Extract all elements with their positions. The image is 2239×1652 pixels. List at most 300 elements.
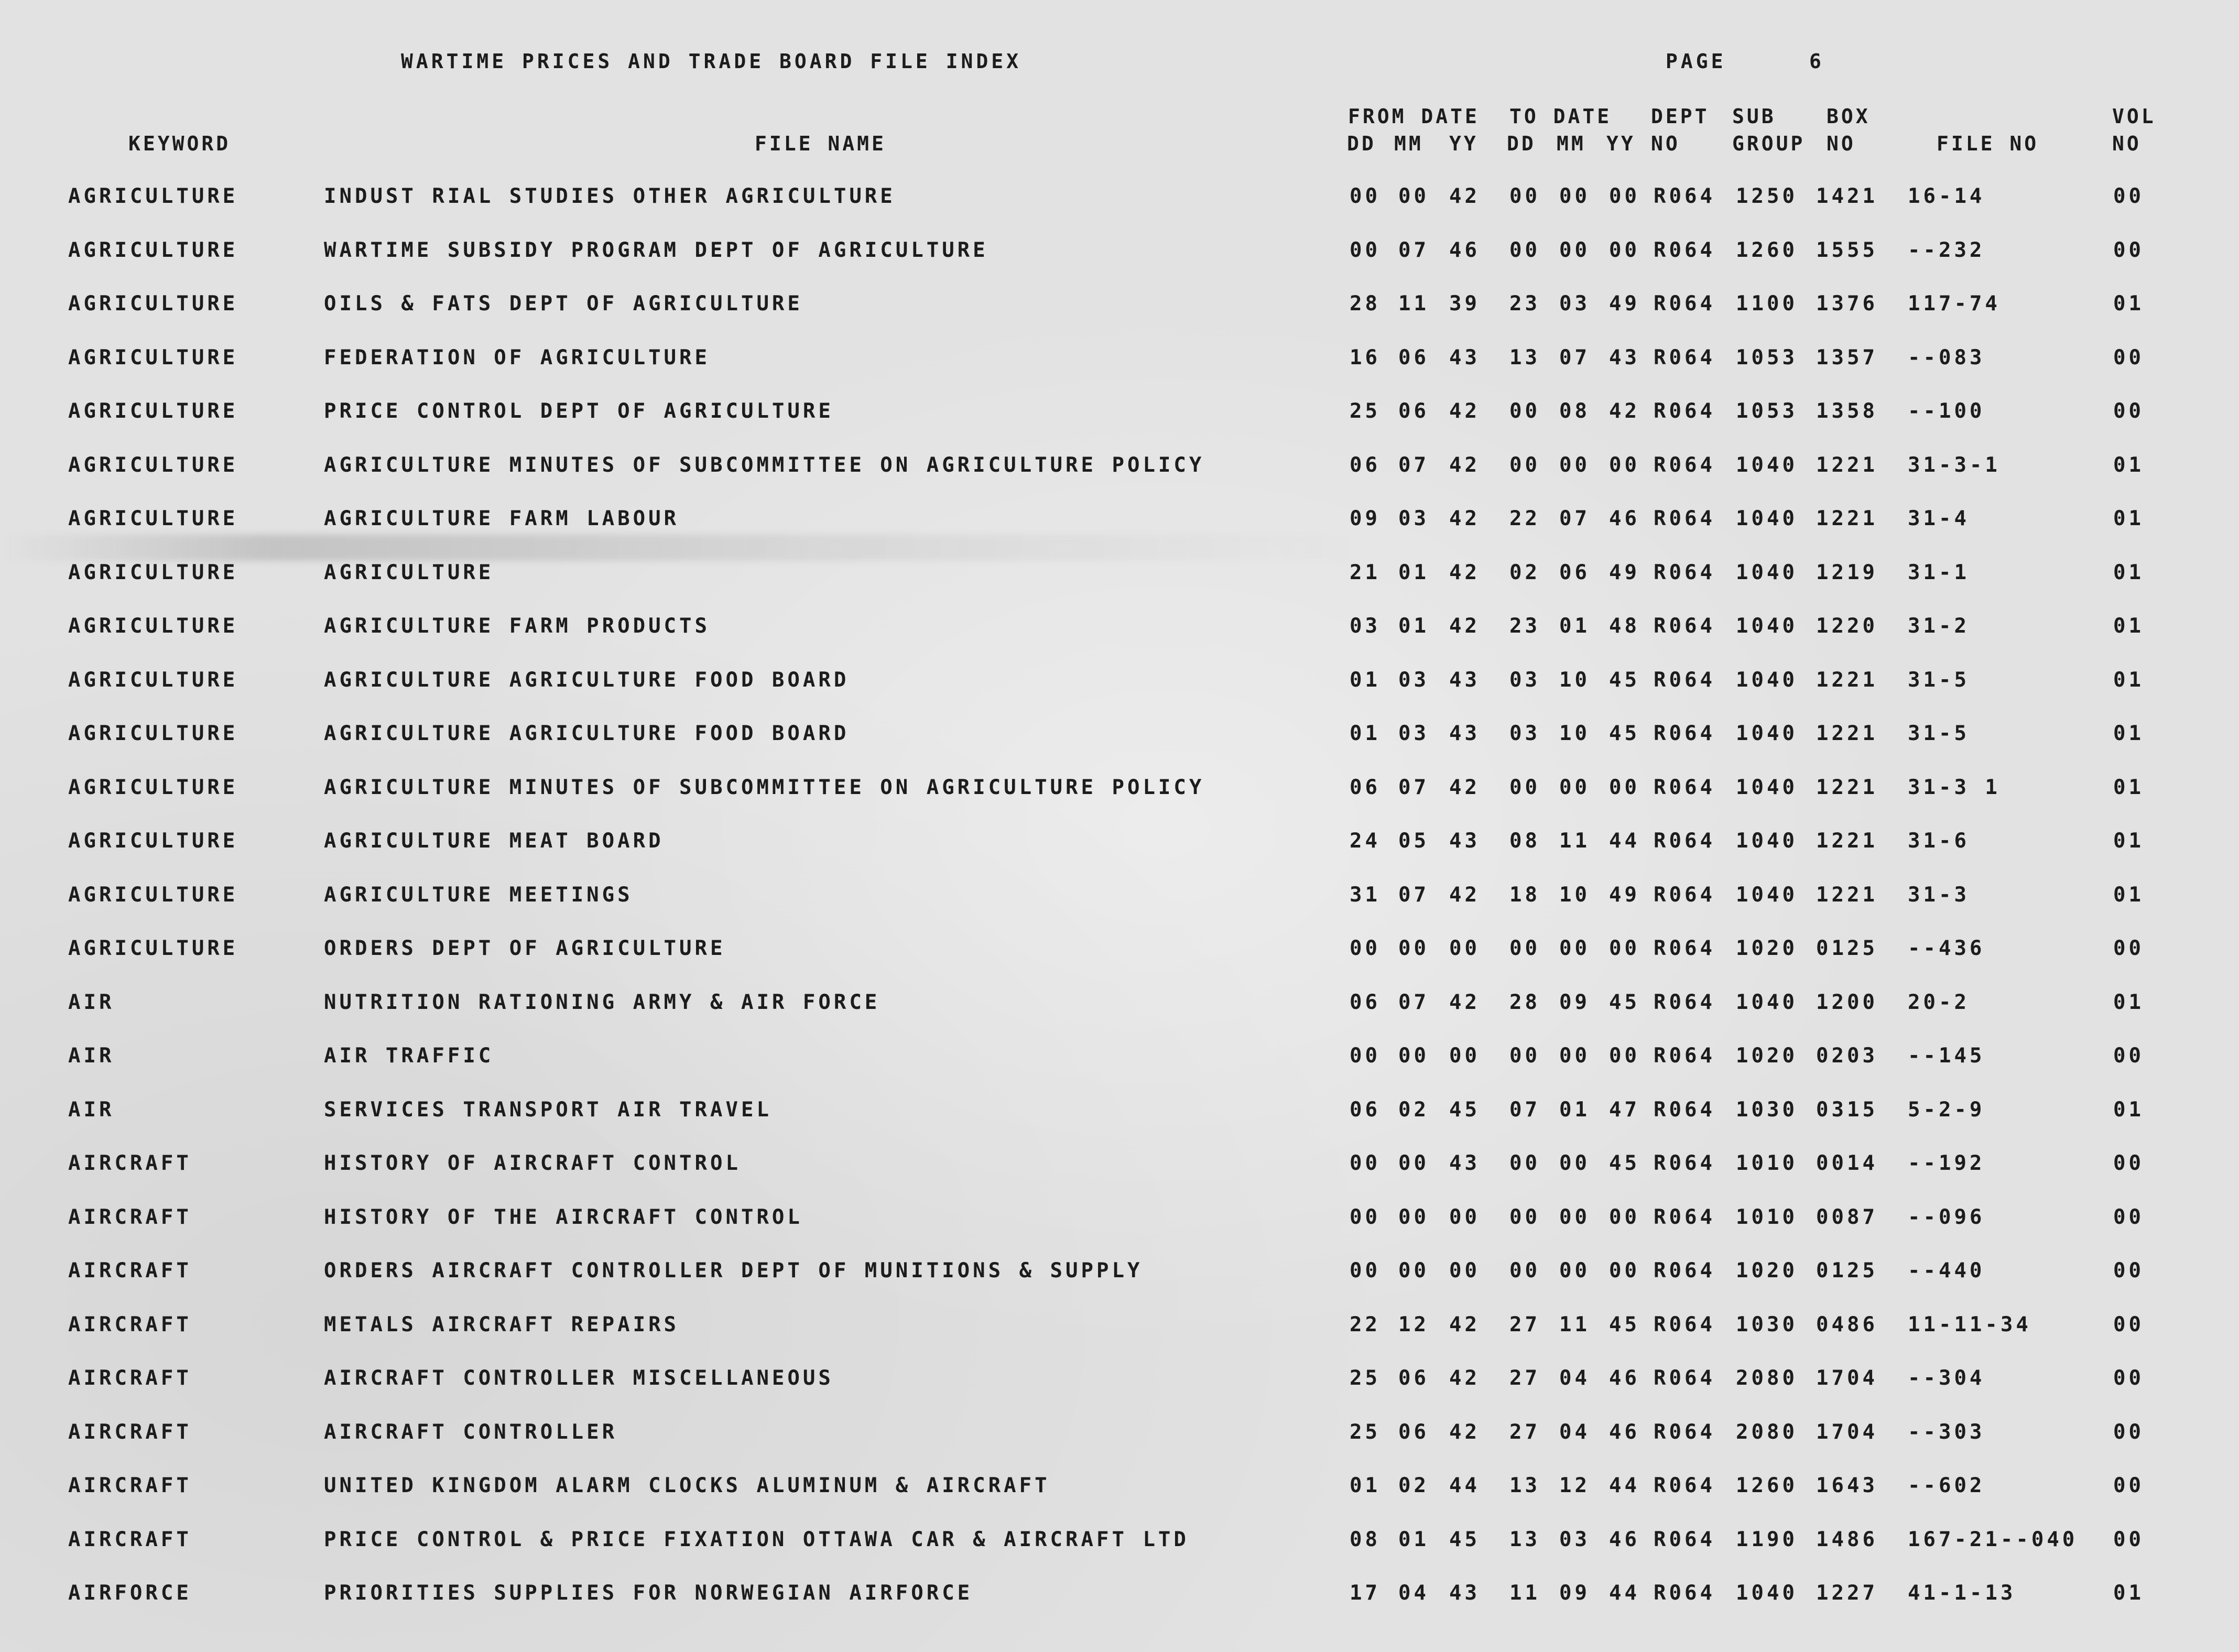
- vol-cell: 00: [2113, 1044, 2144, 1068]
- from-dd-cell: 00: [1350, 184, 1381, 208]
- sub-group-cell: 1250: [1736, 184, 1798, 208]
- to-dd-cell: 23: [1509, 292, 1540, 316]
- from-dd-cell: 31: [1350, 883, 1381, 907]
- box-cell: 1219: [1816, 561, 1878, 584]
- from-yy-cell: 42: [1449, 1366, 1480, 1390]
- to-dd-cell: 28: [1509, 991, 1540, 1014]
- from-dd-cell: 24: [1350, 829, 1381, 853]
- table-row: [0, 1151, 2239, 1183]
- box-cell: 1221: [1816, 776, 1878, 799]
- from-yy-cell: 43: [1449, 722, 1480, 745]
- to-mm-cell: 04: [1559, 1366, 1590, 1390]
- file-no-cell: 31-1: [1908, 561, 1970, 584]
- vol-cell: 00: [2113, 1151, 2144, 1175]
- table-row: [0, 453, 2239, 485]
- file-name-cell: AIRCRAFT CONTROLLER MISCELLANEOUS: [324, 1366, 834, 1390]
- keyword-cell: AGRICULTURE: [68, 453, 238, 477]
- file-name-cell: AGRICULTURE FARM LABOUR: [324, 507, 680, 530]
- header-file-no: FILE NO: [1937, 132, 2039, 155]
- sub-group-cell: 1040: [1736, 614, 1798, 638]
- from-yy-cell: 43: [1449, 346, 1480, 369]
- vol-cell: 01: [2113, 614, 2144, 638]
- to-mm-cell: 03: [1559, 292, 1590, 316]
- file-no-cell: --145: [1908, 1044, 1985, 1068]
- from-dd-cell: 08: [1350, 1528, 1381, 1551]
- page-label: PAGE: [1666, 50, 1726, 73]
- vol-cell: 00: [2113, 1420, 2144, 1444]
- to-yy-cell: 43: [1609, 346, 1640, 369]
- keyword-cell: AIRCRAFT: [68, 1259, 192, 1283]
- table-row: [0, 561, 2239, 592]
- to-yy-cell: 44: [1609, 1474, 1640, 1497]
- to-mm-cell: 00: [1559, 1259, 1590, 1283]
- sub-group-cell: 1020: [1736, 1259, 1798, 1283]
- to-mm-cell: 00: [1559, 238, 1590, 262]
- to-yy-cell: 45: [1609, 668, 1640, 692]
- file-no-cell: 31-3: [1908, 883, 1970, 907]
- box-cell: 1486: [1816, 1528, 1878, 1551]
- sub-group-cell: 1260: [1736, 1474, 1798, 1497]
- to-yy-cell: 00: [1609, 776, 1640, 799]
- to-yy-cell: 46: [1609, 507, 1640, 530]
- from-dd-cell: 28: [1350, 292, 1381, 316]
- file-no-cell: --096: [1908, 1205, 1985, 1229]
- to-yy-cell: 00: [1609, 238, 1640, 262]
- sub-group-cell: 1020: [1736, 937, 1798, 960]
- file-no-cell: 31-5: [1908, 668, 1970, 692]
- to-dd-cell: 03: [1509, 722, 1540, 745]
- from-yy-cell: 43: [1449, 1581, 1480, 1605]
- to-mm-cell: 10: [1559, 883, 1590, 907]
- keyword-cell: AIRCRAFT: [68, 1528, 192, 1551]
- from-yy-cell: 45: [1449, 1098, 1480, 1122]
- table-row: [0, 507, 2239, 538]
- to-mm-cell: 07: [1559, 507, 1590, 530]
- to-dd-cell: 00: [1509, 399, 1540, 423]
- table-row: [0, 1474, 2239, 1505]
- from-mm-cell: 02: [1398, 1098, 1429, 1122]
- file-no-cell: --440: [1908, 1259, 1985, 1283]
- from-mm-cell: 11: [1398, 292, 1429, 316]
- header-dept-no: NO: [1651, 132, 1680, 155]
- box-cell: 0203: [1816, 1044, 1878, 1068]
- sub-group-cell: 1010: [1736, 1151, 1798, 1175]
- from-yy-cell: 45: [1449, 1528, 1480, 1551]
- from-yy-cell: 42: [1449, 453, 1480, 477]
- from-dd-cell: 03: [1350, 614, 1381, 638]
- box-cell: 1221: [1816, 507, 1878, 530]
- to-dd-cell: 00: [1509, 1259, 1540, 1283]
- to-mm-cell: 10: [1559, 722, 1590, 745]
- header-to-mm: MM: [1557, 132, 1586, 155]
- file-no-cell: 20-2: [1908, 991, 1970, 1014]
- vol-cell: 01: [2113, 829, 2144, 853]
- dept-cell: R064: [1654, 991, 1715, 1014]
- from-yy-cell: 00: [1449, 937, 1480, 960]
- keyword-cell: AIR: [68, 1044, 115, 1068]
- keyword-cell: AGRICULTURE: [68, 346, 238, 369]
- from-mm-cell: 05: [1398, 829, 1429, 853]
- vol-cell: 01: [2113, 722, 2144, 745]
- from-mm-cell: 07: [1398, 453, 1429, 477]
- from-mm-cell: 06: [1398, 399, 1429, 423]
- box-cell: 0087: [1816, 1205, 1878, 1229]
- table-row: [0, 346, 2239, 377]
- to-dd-cell: 13: [1509, 346, 1540, 369]
- file-name-cell: AGRICULTURE FARM PRODUCTS: [324, 614, 710, 638]
- dept-cell: R064: [1654, 399, 1715, 423]
- file-no-cell: 31-2: [1908, 614, 1970, 638]
- to-yy-cell: 45: [1609, 991, 1640, 1014]
- keyword-cell: AGRICULTURE: [68, 883, 238, 907]
- dept-cell: R064: [1654, 1366, 1715, 1390]
- film-smudge: [0, 535, 1363, 561]
- file-no-cell: 11-11-34: [1908, 1313, 2031, 1336]
- vol-cell: 01: [2113, 991, 2144, 1014]
- keyword-cell: AGRICULTURE: [68, 937, 238, 960]
- dept-cell: R064: [1654, 561, 1715, 584]
- from-mm-cell: 00: [1398, 1044, 1429, 1068]
- table-row: [0, 1420, 2239, 1452]
- from-yy-cell: 42: [1449, 1313, 1480, 1336]
- sub-group-cell: 1100: [1736, 292, 1798, 316]
- header-box-no: NO: [1827, 132, 1856, 155]
- keyword-cell: AIR: [68, 1098, 115, 1122]
- from-yy-cell: 42: [1449, 776, 1480, 799]
- to-yy-cell: 48: [1609, 614, 1640, 638]
- file-name-cell: AGRICULTURE MEAT BOARD: [324, 829, 664, 853]
- to-dd-cell: 00: [1509, 1044, 1540, 1068]
- sub-group-cell: 2080: [1736, 1420, 1798, 1444]
- box-cell: 1221: [1816, 668, 1878, 692]
- to-mm-cell: 08: [1559, 399, 1590, 423]
- box-cell: 1421: [1816, 184, 1878, 208]
- sub-group-cell: 1053: [1736, 399, 1798, 423]
- from-dd-cell: 16: [1350, 346, 1381, 369]
- vol-cell: 01: [2113, 507, 2144, 530]
- to-mm-cell: 11: [1559, 829, 1590, 853]
- vol-cell: 00: [2113, 1205, 2144, 1229]
- to-yy-cell: 00: [1609, 937, 1640, 960]
- page-number: 6: [1809, 50, 1821, 73]
- box-cell: 1704: [1816, 1420, 1878, 1444]
- to-dd-cell: 02: [1509, 561, 1540, 584]
- table-row: [0, 829, 2239, 861]
- dept-cell: R064: [1654, 1205, 1715, 1229]
- from-mm-cell: 06: [1398, 1420, 1429, 1444]
- to-dd-cell: 08: [1509, 829, 1540, 853]
- to-dd-cell: 18: [1509, 883, 1540, 907]
- header-to-dd: DD: [1507, 132, 1536, 155]
- sub-group-cell: 1040: [1736, 883, 1798, 907]
- header-dept: DEPT: [1651, 105, 1710, 128]
- file-no-cell: --602: [1908, 1474, 1985, 1497]
- to-dd-cell: 23: [1509, 614, 1540, 638]
- from-dd-cell: 22: [1350, 1313, 1381, 1336]
- dept-cell: R064: [1654, 1313, 1715, 1336]
- to-yy-cell: 00: [1609, 1205, 1640, 1229]
- file-name-cell: ORDERS DEPT OF AGRICULTURE: [324, 937, 726, 960]
- vol-cell: 01: [2113, 1581, 2144, 1605]
- keyword-cell: AGRICULTURE: [68, 722, 238, 745]
- vol-cell: 00: [2113, 346, 2144, 369]
- file-no-cell: 31-3-1: [1908, 453, 2001, 477]
- file-no-cell: --083: [1908, 346, 1985, 369]
- to-dd-cell: 00: [1509, 184, 1540, 208]
- box-cell: 0125: [1816, 1259, 1878, 1283]
- from-mm-cell: 00: [1398, 1259, 1429, 1283]
- keyword-cell: AGRICULTURE: [68, 507, 238, 530]
- keyword-cell: AGRICULTURE: [68, 292, 238, 316]
- header-vol-no: NO: [2112, 132, 2142, 155]
- from-mm-cell: 03: [1398, 507, 1429, 530]
- to-dd-cell: 11: [1509, 1581, 1540, 1605]
- dept-cell: R064: [1654, 1474, 1715, 1497]
- box-cell: 1227: [1816, 1581, 1878, 1605]
- from-mm-cell: 06: [1398, 346, 1429, 369]
- header-box: BOX: [1827, 105, 1871, 128]
- from-mm-cell: 01: [1398, 1528, 1429, 1551]
- from-dd-cell: 06: [1350, 991, 1381, 1014]
- file-name-cell: INDUST RIAL STUDIES OTHER AGRICULTURE: [324, 184, 896, 208]
- table-row: [0, 722, 2239, 753]
- box-cell: 1358: [1816, 399, 1878, 423]
- box-cell: 1221: [1816, 883, 1878, 907]
- to-yy-cell: 49: [1609, 883, 1640, 907]
- table-row: [0, 1259, 2239, 1290]
- from-yy-cell: 42: [1449, 883, 1480, 907]
- file-name-cell: OILS & FATS DEPT OF AGRICULTURE: [324, 292, 803, 316]
- file-name-cell: WARTIME SUBSIDY PROGRAM DEPT OF AGRICULTURE: [324, 238, 988, 262]
- from-dd-cell: 25: [1350, 1366, 1381, 1390]
- dept-cell: R064: [1654, 507, 1715, 530]
- file-no-cell: 31-3 1: [1908, 776, 2001, 799]
- sub-group-cell: 1010: [1736, 1205, 1798, 1229]
- sub-group-cell: 1040: [1736, 722, 1798, 745]
- dept-cell: R064: [1654, 1259, 1715, 1283]
- dept-cell: R064: [1654, 722, 1715, 745]
- from-yy-cell: 42: [1449, 399, 1480, 423]
- header-keyword: KEYWORD: [128, 132, 231, 155]
- from-mm-cell: 00: [1398, 1205, 1429, 1229]
- from-mm-cell: 06: [1398, 1366, 1429, 1390]
- sub-group-cell: 1040: [1736, 561, 1798, 584]
- from-dd-cell: 17: [1350, 1581, 1381, 1605]
- file-no-cell: --436: [1908, 937, 1985, 960]
- keyword-cell: AIRCRAFT: [68, 1420, 192, 1444]
- file-no-cell: 5-2-9: [1908, 1098, 1985, 1122]
- from-mm-cell: 03: [1398, 668, 1429, 692]
- dept-cell: R064: [1654, 1098, 1715, 1122]
- from-yy-cell: 42: [1449, 184, 1480, 208]
- sub-group-cell: 1040: [1736, 1581, 1798, 1605]
- from-mm-cell: 01: [1398, 614, 1429, 638]
- dept-cell: R064: [1654, 238, 1715, 262]
- file-name-cell: AGRICULTURE MINUTES OF SUBCOMMITTEE ON AGRICULTURE POLICY: [324, 776, 1205, 799]
- to-mm-cell: 07: [1559, 346, 1590, 369]
- box-cell: 1221: [1816, 453, 1878, 477]
- to-yy-cell: 47: [1609, 1098, 1640, 1122]
- dept-cell: R064: [1654, 292, 1715, 316]
- to-mm-cell: 03: [1559, 1528, 1590, 1551]
- from-mm-cell: 12: [1398, 1313, 1429, 1336]
- sub-group-cell: 1030: [1736, 1098, 1798, 1122]
- to-dd-cell: 00: [1509, 1151, 1540, 1175]
- to-yy-cell: 44: [1609, 1581, 1640, 1605]
- table-row: [0, 184, 2239, 216]
- dept-cell: R064: [1654, 184, 1715, 208]
- file-name-cell: SERVICES TRANSPORT AIR TRAVEL: [324, 1098, 772, 1122]
- sub-group-cell: 1040: [1736, 829, 1798, 853]
- file-name-cell: NUTRITION RATIONING ARMY & AIR FORCE: [324, 991, 881, 1014]
- from-dd-cell: 00: [1350, 1205, 1381, 1229]
- file-no-cell: 31-6: [1908, 829, 1970, 853]
- vol-cell: 01: [2113, 453, 2144, 477]
- keyword-cell: AIRCRAFT: [68, 1366, 192, 1390]
- vol-cell: 00: [2113, 1259, 2144, 1283]
- header-sub-group: GROUP: [1732, 132, 1806, 155]
- table-row: [0, 1044, 2239, 1075]
- to-yy-cell: 49: [1609, 561, 1640, 584]
- dept-cell: R064: [1654, 614, 1715, 638]
- box-cell: 1704: [1816, 1366, 1878, 1390]
- from-dd-cell: 06: [1350, 776, 1381, 799]
- vol-cell: 00: [2113, 1474, 2144, 1497]
- file-no-cell: --100: [1908, 399, 1985, 423]
- vol-cell: 01: [2113, 292, 2144, 316]
- to-dd-cell: 00: [1509, 453, 1540, 477]
- to-mm-cell: 12: [1559, 1474, 1590, 1497]
- from-yy-cell: 00: [1449, 1205, 1480, 1229]
- box-cell: 0486: [1816, 1313, 1878, 1336]
- to-dd-cell: 00: [1509, 937, 1540, 960]
- dept-cell: R064: [1654, 453, 1715, 477]
- from-dd-cell: 01: [1350, 1474, 1381, 1497]
- from-mm-cell: 00: [1398, 937, 1429, 960]
- header-to-date: TO DATE: [1509, 105, 1612, 128]
- to-mm-cell: 00: [1559, 776, 1590, 799]
- vol-cell: 01: [2113, 668, 2144, 692]
- from-dd-cell: 00: [1350, 1151, 1381, 1175]
- vol-cell: 00: [2113, 1366, 2144, 1390]
- keyword-cell: AIRFORCE: [68, 1581, 192, 1605]
- sub-group-cell: 1190: [1736, 1528, 1798, 1551]
- file-name-cell: AGRICULTURE: [324, 561, 494, 584]
- table-row: [0, 1528, 2239, 1559]
- to-yy-cell: 45: [1609, 722, 1640, 745]
- table-row: [0, 1313, 2239, 1344]
- from-mm-cell: 07: [1398, 238, 1429, 262]
- from-yy-cell: 42: [1449, 614, 1480, 638]
- box-cell: 1200: [1816, 991, 1878, 1014]
- keyword-cell: AGRICULTURE: [68, 829, 238, 853]
- file-name-cell: AGRICULTURE AGRICULTURE FOOD BOARD: [324, 722, 850, 745]
- to-mm-cell: 10: [1559, 668, 1590, 692]
- from-mm-cell: 03: [1398, 722, 1429, 745]
- file-name-cell: AGRICULTURE MINUTES OF SUBCOMMITTEE ON AGRICULTURE POLICY: [324, 453, 1205, 477]
- table-row: [0, 399, 2239, 431]
- from-dd-cell: 01: [1350, 668, 1381, 692]
- table-row: [0, 668, 2239, 700]
- file-name-cell: HISTORY OF THE AIRCRAFT CONTROL: [324, 1205, 803, 1229]
- from-yy-cell: 00: [1449, 1044, 1480, 1068]
- from-dd-cell: 00: [1350, 937, 1381, 960]
- dept-cell: R064: [1654, 1420, 1715, 1444]
- from-yy-cell: 46: [1449, 238, 1480, 262]
- box-cell: 1643: [1816, 1474, 1878, 1497]
- keyword-cell: AGRICULTURE: [68, 776, 238, 799]
- keyword-cell: AIRCRAFT: [68, 1151, 192, 1175]
- file-name-cell: METALS AIRCRAFT REPAIRS: [324, 1313, 680, 1336]
- to-yy-cell: 46: [1609, 1366, 1640, 1390]
- dept-cell: R064: [1654, 1528, 1715, 1551]
- to-dd-cell: 00: [1509, 238, 1540, 262]
- to-mm-cell: 00: [1559, 1151, 1590, 1175]
- dept-cell: R064: [1654, 1044, 1715, 1068]
- file-name-cell: AIRCRAFT CONTROLLER: [324, 1420, 618, 1444]
- from-dd-cell: 00: [1350, 1259, 1381, 1283]
- box-cell: 1220: [1816, 614, 1878, 638]
- from-dd-cell: 21: [1350, 561, 1381, 584]
- keyword-cell: AIRCRAFT: [68, 1313, 192, 1336]
- from-dd-cell: 00: [1350, 238, 1381, 262]
- dept-cell: R064: [1654, 1151, 1715, 1175]
- to-yy-cell: 00: [1609, 184, 1640, 208]
- keyword-cell: AGRICULTURE: [68, 399, 238, 423]
- file-no-cell: --192: [1908, 1151, 1985, 1175]
- file-name-cell: AGRICULTURE MEETINGS: [324, 883, 633, 907]
- file-name-cell: AIR TRAFFIC: [324, 1044, 494, 1068]
- to-mm-cell: 04: [1559, 1420, 1590, 1444]
- from-yy-cell: 43: [1449, 1151, 1480, 1175]
- from-mm-cell: 07: [1398, 776, 1429, 799]
- table-row: [0, 292, 2239, 323]
- from-dd-cell: 06: [1350, 453, 1381, 477]
- to-mm-cell: 06: [1559, 561, 1590, 584]
- page-title: WARTIME PRICES AND TRADE BOARD FILE INDEX: [401, 50, 1021, 73]
- table-row: [0, 1581, 2239, 1613]
- vol-cell: 00: [2113, 238, 2144, 262]
- file-name-cell: UNITED KINGDOM ALARM CLOCKS ALUMINUM & AIRCRAFT: [324, 1474, 1050, 1497]
- from-mm-cell: 04: [1398, 1581, 1429, 1605]
- from-yy-cell: 00: [1449, 1259, 1480, 1283]
- dept-cell: R064: [1654, 776, 1715, 799]
- from-mm-cell: 00: [1398, 184, 1429, 208]
- sub-group-cell: 1260: [1736, 238, 1798, 262]
- file-no-cell: 31-4: [1908, 507, 1970, 530]
- box-cell: 1555: [1816, 238, 1878, 262]
- box-cell: 0014: [1816, 1151, 1878, 1175]
- sub-group-cell: 1040: [1736, 507, 1798, 530]
- file-name-cell: PRICE CONTROL & PRICE FIXATION OTTAWA CAR & AIRCRAFT LTD: [324, 1528, 1189, 1551]
- to-yy-cell: 45: [1609, 1313, 1640, 1336]
- to-yy-cell: 45: [1609, 1151, 1640, 1175]
- dept-cell: R064: [1654, 937, 1715, 960]
- from-yy-cell: 42: [1449, 507, 1480, 530]
- table-row: [0, 1098, 2239, 1129]
- vol-cell: 00: [2113, 399, 2144, 423]
- table-row: [0, 1205, 2239, 1237]
- to-dd-cell: 22: [1509, 507, 1540, 530]
- sub-group-cell: 1020: [1736, 1044, 1798, 1068]
- vol-cell: 00: [2113, 937, 2144, 960]
- header-file-name: FILE NAME: [755, 132, 886, 155]
- file-name-cell: FEDERATION OF AGRICULTURE: [324, 346, 710, 369]
- to-mm-cell: 11: [1559, 1313, 1590, 1336]
- keyword-cell: AGRICULTURE: [68, 561, 238, 584]
- table-row: [0, 991, 2239, 1022]
- file-no-cell: --232: [1908, 238, 1985, 262]
